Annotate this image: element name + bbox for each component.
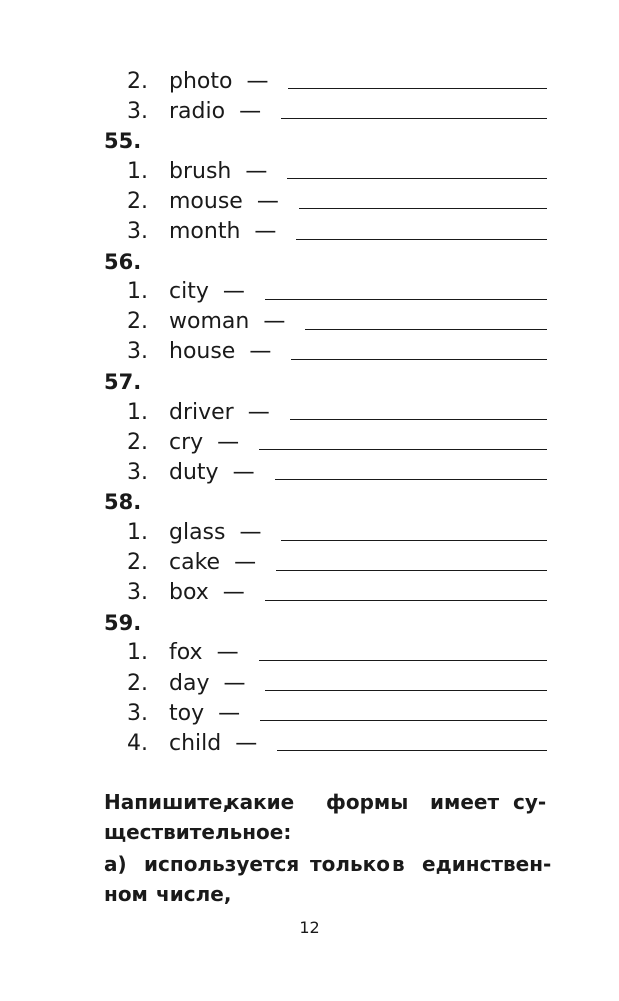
instruction-word: используется xyxy=(144,852,300,876)
instruction-word: числе, xyxy=(156,882,232,906)
instruction-line-2: ществительное: xyxy=(104,820,292,844)
item-number: 2. xyxy=(127,68,148,94)
dash: — xyxy=(245,158,268,184)
exercise-item xyxy=(0,307,619,337)
dash: — xyxy=(218,700,241,726)
exercise-item xyxy=(0,277,619,307)
answer-line[interactable] xyxy=(281,118,547,119)
exercise-item xyxy=(0,96,619,126)
answer-line[interactable] xyxy=(291,359,547,360)
item-number: 1. xyxy=(127,158,148,184)
item-word xyxy=(169,279,245,304)
exercise-item xyxy=(0,66,619,96)
answer-line[interactable] xyxy=(265,299,547,300)
item-word-text: duty xyxy=(169,459,219,485)
answer-line[interactable] xyxy=(296,239,547,240)
exercise-number: 57. xyxy=(104,370,142,394)
item-word-text: radio xyxy=(169,98,226,124)
item-word xyxy=(169,580,245,605)
instruction-word: только xyxy=(310,852,390,876)
item-word-text: city xyxy=(169,279,209,305)
dash: — xyxy=(246,68,269,94)
exercise-item xyxy=(0,578,619,608)
exercise-number: 56. xyxy=(104,249,142,274)
answer-line[interactable] xyxy=(275,479,547,480)
answer-line[interactable] xyxy=(265,600,547,601)
page-number: 12 xyxy=(299,918,320,937)
instruction-word: а) xyxy=(104,852,127,876)
exercise-item xyxy=(0,457,619,487)
answer-line[interactable] xyxy=(290,419,547,420)
dash: — xyxy=(249,339,272,365)
item-word xyxy=(169,520,261,545)
item-number: 3. xyxy=(127,459,148,485)
answer-line[interactable] xyxy=(305,329,547,330)
instruction-word: ном xyxy=(104,882,148,906)
item-number: 1. xyxy=(127,279,148,305)
item-number: 3. xyxy=(127,580,148,606)
answer-line[interactable] xyxy=(265,690,547,691)
item-word-text: child xyxy=(169,730,222,756)
exercise-item xyxy=(0,668,619,698)
instruction-word: формы xyxy=(326,790,409,814)
answer-line[interactable] xyxy=(287,178,547,179)
dash: — xyxy=(239,98,262,124)
item-word-text: brush xyxy=(169,158,232,184)
item-number: 2. xyxy=(127,188,148,214)
dash: — xyxy=(247,399,270,425)
item-word xyxy=(169,671,245,696)
item-number: 2. xyxy=(127,429,148,455)
answer-line[interactable] xyxy=(276,570,547,571)
item-word-text: month xyxy=(169,219,241,244)
item-number: 2. xyxy=(127,309,148,335)
item-word xyxy=(169,159,267,184)
dash: — xyxy=(232,459,255,485)
item-word xyxy=(169,550,256,575)
exercise-item xyxy=(0,518,619,548)
dash: — xyxy=(256,188,279,214)
exercise-item xyxy=(0,728,619,758)
exercise-number: 55. xyxy=(104,129,142,154)
instruction-word: в xyxy=(392,852,405,876)
item-word-text: box xyxy=(169,580,209,606)
item-number: 1. xyxy=(127,399,148,425)
item-word-text: day xyxy=(169,670,210,696)
dash: — xyxy=(216,640,239,666)
answer-line[interactable] xyxy=(288,88,547,89)
item-word-text: driver xyxy=(169,399,234,425)
answer-line[interactable] xyxy=(299,208,547,209)
item-word-text: fox xyxy=(169,640,203,666)
dash: — xyxy=(235,730,258,756)
item-word-text: woman xyxy=(169,309,250,335)
item-number: 2. xyxy=(127,550,148,576)
instruction-word: су- xyxy=(513,790,547,814)
item-number: 3. xyxy=(127,700,148,726)
item-number: 3. xyxy=(127,219,148,244)
exercise-item xyxy=(0,156,619,186)
exercise-item xyxy=(0,548,619,578)
item-number: 2. xyxy=(127,670,148,696)
dash: — xyxy=(239,520,262,545)
exercise-number: 58. xyxy=(104,490,142,515)
item-number: 1. xyxy=(127,640,148,666)
item-word xyxy=(169,189,279,214)
answer-line[interactable] xyxy=(281,540,547,541)
item-word-text: glass xyxy=(169,520,226,545)
item-number: 1. xyxy=(127,520,148,545)
exercise-number: 59. xyxy=(104,610,142,635)
dash: — xyxy=(222,580,245,606)
item-word-text: cry xyxy=(169,429,204,455)
dash: — xyxy=(222,279,245,305)
item-word xyxy=(169,731,257,756)
exercise-item xyxy=(0,337,619,367)
item-number: 4. xyxy=(127,730,148,756)
answer-line[interactable] xyxy=(259,660,547,661)
dash: — xyxy=(263,309,286,335)
item-word xyxy=(169,69,268,94)
exercise-item xyxy=(0,427,619,457)
dash: — xyxy=(234,550,257,576)
item-word-text: mouse xyxy=(169,188,243,214)
dash: — xyxy=(254,219,277,244)
instruction-word: Напишите, xyxy=(104,790,231,814)
item-word xyxy=(169,219,276,244)
answer-line[interactable] xyxy=(260,720,547,721)
item-word xyxy=(169,99,261,124)
item-word xyxy=(169,640,239,665)
exercise-item xyxy=(0,638,619,668)
dash: — xyxy=(223,670,246,696)
answer-line[interactable] xyxy=(277,750,547,751)
item-word xyxy=(169,430,239,455)
item-word xyxy=(169,400,270,425)
instruction-word: какие xyxy=(226,790,295,814)
dash: — xyxy=(217,429,240,455)
instruction-word: единствен- xyxy=(422,852,552,876)
item-word-text: photo xyxy=(169,68,233,94)
item-word xyxy=(169,460,255,485)
exercise-item xyxy=(0,186,619,216)
item-word-text: cake xyxy=(169,550,221,576)
instruction-word: имеет xyxy=(430,790,500,814)
item-word-text: toy xyxy=(169,700,205,726)
item-number: 3. xyxy=(127,98,148,124)
item-word xyxy=(169,339,271,364)
exercise-item xyxy=(0,698,619,728)
item-word xyxy=(169,701,240,726)
exercise-item xyxy=(0,397,619,427)
item-word xyxy=(169,309,285,334)
item-word-text: house xyxy=(169,339,236,365)
answer-line[interactable] xyxy=(259,449,547,450)
exercise-item xyxy=(0,217,619,247)
item-number: 3. xyxy=(127,339,148,365)
